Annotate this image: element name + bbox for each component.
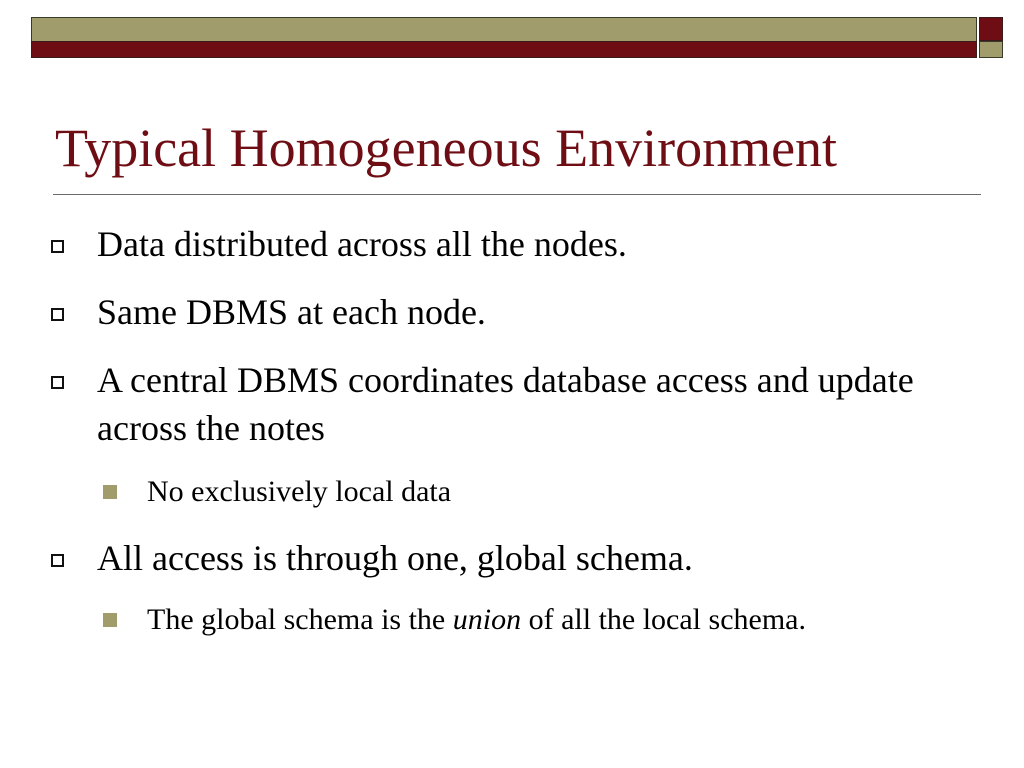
- sub-bullet-item: [147, 599, 907, 641]
- sub-bullet-item: No exclusively local data: [147, 475, 452, 508]
- emphasized-word: union: [452, 603, 522, 636]
- bullet-item: Same DBMS at each node.: [97, 292, 486, 332]
- hollow-square-bullet-icon: [51, 376, 64, 389]
- hollow-square-bullet-icon: [51, 308, 64, 321]
- title-divider: [53, 194, 981, 195]
- bullet-item: Data distributed across all the nodes.: [97, 224, 627, 264]
- header-square-red: [979, 17, 1003, 41]
- header-bar-olive: [31, 17, 977, 42]
- sub-bullet-text-after: of all the local schema.: [521, 603, 806, 636]
- slide-title: Typical Homogeneous Environment: [55, 118, 838, 178]
- header-square-olive: [979, 41, 1003, 58]
- header-bar-red: [31, 41, 977, 58]
- hollow-square-bullet-icon: [51, 240, 64, 253]
- bullet-item: All access is through one, global schema.: [97, 538, 693, 578]
- filled-square-bullet-icon: [103, 613, 117, 627]
- filled-square-bullet-icon: [103, 485, 117, 499]
- sub-bullet-text-before: The global schema is the: [147, 603, 453, 636]
- bullet-item: A central DBMS coordinates database access and update across the notes: [97, 360, 914, 448]
- hollow-square-bullet-icon: [51, 554, 64, 567]
